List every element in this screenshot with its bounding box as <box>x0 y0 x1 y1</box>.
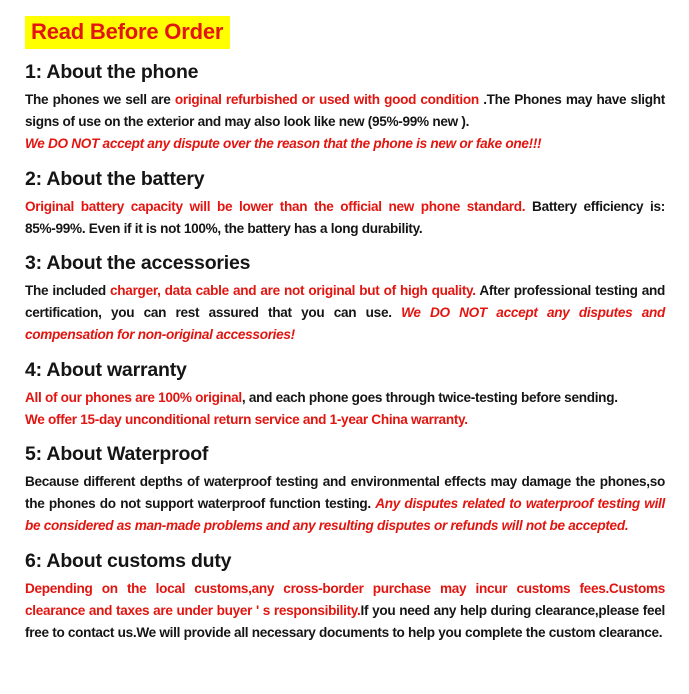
text-run: If you need any help during clearance,please feel free to contact us.We will provide all necessary documents to help you complete the custom clearance. <box>25 602 666 641</box>
text-run: .The Phones may have slight signs of use on the exterior and may also look like new (95%-99% new ). <box>25 92 666 130</box>
text-run: Depending on the local customs,any cross-border purchase may incur customs fees.Customs clearance and taxes are under buyer ' s responsibility. <box>25 580 665 618</box>
paragraph-waterproof <box>25 471 665 538</box>
section-heading-waterproof: 5: About Waterproof <box>25 443 209 466</box>
notice-title: Read Before Order <box>25 16 230 49</box>
paragraph-customs <box>25 578 665 645</box>
text-run: The phones we sell are <box>25 92 175 107</box>
notice-title-row <box>25 16 665 49</box>
section-about-customs-duty <box>25 551 665 645</box>
section-heading-accessories: 3: About the accessories <box>25 252 251 275</box>
section-heading-customs: 6: About customs duty <box>25 549 232 572</box>
section-about-the-phone <box>25 62 665 156</box>
text-run: We offer 15-day unconditional return service and 1-year China warranty. <box>25 411 468 427</box>
text-run: Because different depths of waterproof testing and environmental effects may damage the phones,so the phones do not support waterproof function testing. <box>25 474 665 512</box>
text-run: Any disputes related to waterproof testing will be considered as man-made problems and any resulting disputes or refunds will not be accepted. <box>25 496 665 534</box>
text-run: After professional testing and certification, you can rest assured that you can use. <box>25 283 666 321</box>
paragraph-warranty-return <box>25 409 665 431</box>
text-run: We DO NOT accept any disputes and compensation for non-original accessories! <box>25 305 665 343</box>
section-about-the-battery <box>25 169 665 240</box>
section-heading-battery: 2: About the battery <box>25 167 205 190</box>
section-about-warranty <box>25 360 665 431</box>
paragraph-phone-no-dispute <box>25 133 665 155</box>
text-run: original refurbished or used with good condition <box>174 92 484 107</box>
text-run: The included <box>25 283 111 299</box>
paragraph-accessories <box>25 280 665 347</box>
section-heading-warranty: 4: About warranty <box>25 358 187 381</box>
section-about-the-accessories <box>25 253 665 347</box>
section-heading-phone: 1: About the phone <box>25 61 199 83</box>
text-run: charger, data cable and are not original but of high quality. <box>110 283 476 299</box>
text-run: We DO NOT accept any dispute over the reason that the phone is new or fake one!!! <box>25 136 542 152</box>
section-about-waterproof <box>25 444 665 538</box>
text-run: , and each phone goes through twice-testing before sending. <box>241 389 618 405</box>
paragraph-battery <box>25 196 665 240</box>
text-run: All of our phones are 100% original <box>25 389 242 405</box>
paragraph-phone-condition <box>25 89 665 133</box>
paragraph-warranty-original <box>25 387 665 409</box>
text-run: Battery efficiency is: 85%-99%. Even if it is not 100%, the battery has a long durability. <box>25 198 665 236</box>
text-run: Original battery capacity will be lower than the official new phone standard. <box>25 198 526 214</box>
